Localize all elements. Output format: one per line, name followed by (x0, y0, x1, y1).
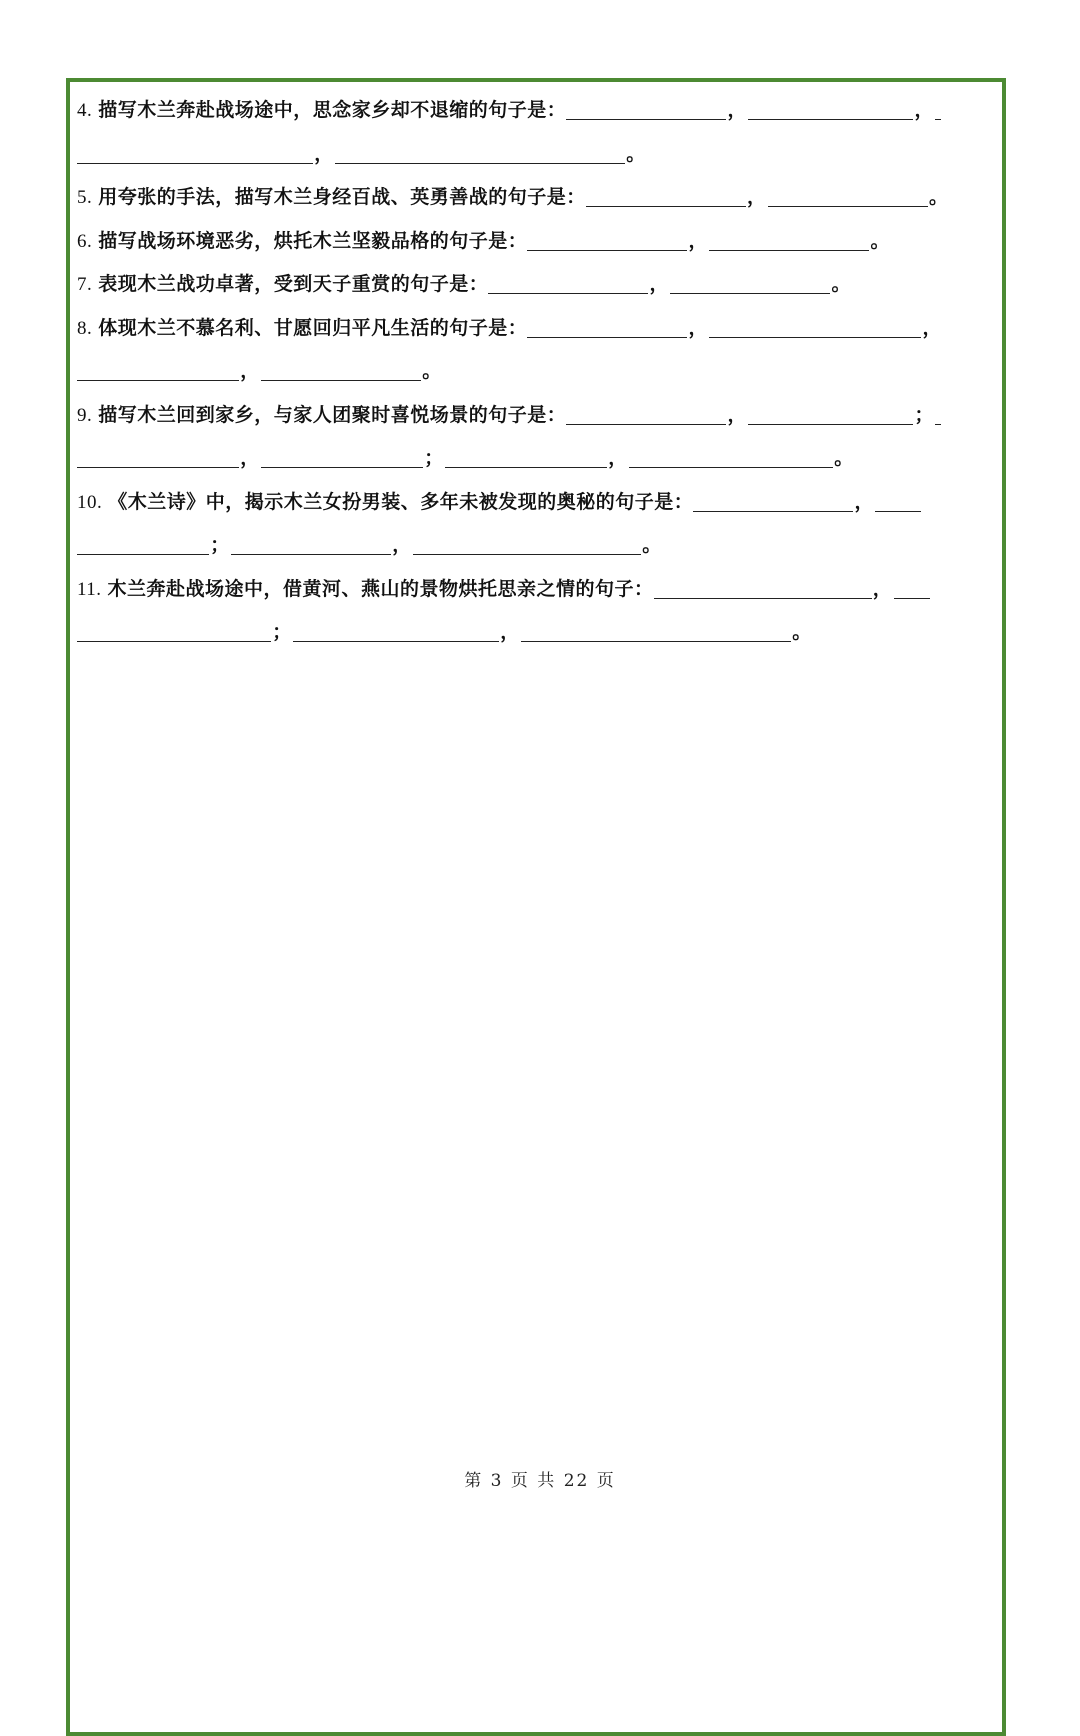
answer-blank[interactable] (654, 572, 872, 599)
answer-blank[interactable] (894, 572, 930, 599)
question-8-line-1 (77, 308, 1007, 352)
comma: ， (727, 403, 748, 426)
answer-blank[interactable] (629, 441, 833, 468)
semicolon: ； (272, 621, 292, 643)
question-text: 木兰奔赴战场途中，借黄河、燕山的景物烘托思亲之情的句子： (107, 577, 654, 600)
comma: ， (500, 621, 520, 643)
question-text: 描写木兰回到家乡，与家人团聚时喜悦场景的句子是： (98, 403, 567, 426)
question-number: 9. (77, 404, 93, 426)
question-4-line-1 (77, 90, 1007, 134)
period: 。 (792, 621, 812, 643)
comma: ， (649, 273, 670, 295)
question-11-line-1 (77, 569, 1007, 613)
answer-blank[interactable] (586, 180, 746, 207)
comma: ， (727, 99, 748, 121)
answer-blank[interactable] (261, 441, 423, 468)
answer-blank[interactable] (748, 398, 913, 425)
answer-blank[interactable] (527, 311, 687, 338)
period: 。 (929, 186, 949, 208)
answer-blank[interactable] (488, 267, 648, 294)
comma: ， (314, 142, 334, 165)
question-number: 11. (77, 578, 102, 600)
question-number: 10. (77, 491, 103, 513)
question-number: 6. (77, 230, 93, 252)
comma: ， (914, 99, 935, 121)
question-6-line-1 (77, 221, 1007, 265)
question-8-line-2 (77, 351, 1007, 395)
period: 。 (834, 447, 854, 469)
answer-blank[interactable] (77, 615, 271, 642)
answer-blank[interactable] (527, 224, 687, 251)
question-11-line-2 (77, 612, 1007, 656)
comma: ， (240, 360, 260, 382)
question-number: 7. (77, 274, 93, 295)
period: 。 (831, 273, 852, 295)
answer-blank[interactable] (77, 354, 239, 381)
period: 。 (422, 360, 442, 382)
comma: ， (392, 534, 412, 556)
comma: ， (854, 490, 875, 513)
question-text: 描写战场环境恶劣，烘托木兰坚毅品格的句子是： (98, 229, 528, 252)
answer-blank[interactable] (709, 224, 869, 251)
question-9-line-1 (77, 395, 1007, 439)
answer-blank[interactable] (261, 354, 421, 381)
semicolon: ； (424, 447, 444, 469)
question-text: 表现木兰战功卓著，受到天子重赏的句子是： (98, 273, 489, 295)
period: 。 (626, 142, 646, 165)
answer-blank[interactable] (670, 267, 830, 294)
answer-blank[interactable] (748, 93, 913, 120)
answer-blank[interactable] (335, 137, 625, 164)
answer-blank[interactable] (566, 398, 726, 425)
answer-blank[interactable] (77, 528, 209, 555)
answer-blank[interactable] (413, 528, 641, 555)
answer-blank[interactable] (935, 398, 941, 425)
period: 。 (870, 229, 891, 252)
answer-blank[interactable] (293, 615, 499, 642)
question-7-line-1 (77, 264, 1007, 308)
question-9-line-2 (77, 438, 1007, 482)
question-4-line-2 (77, 134, 1007, 178)
answer-blank[interactable] (77, 441, 239, 468)
answer-blank[interactable] (521, 615, 791, 642)
comma: ， (747, 186, 767, 208)
answer-blank[interactable] (935, 93, 941, 120)
comma: ， (688, 229, 709, 252)
answer-blank[interactable] (709, 311, 921, 338)
comma: ， (872, 577, 893, 600)
answer-blank[interactable] (445, 441, 607, 468)
question-10-line-1 (77, 482, 1007, 526)
answer-blank[interactable] (77, 137, 313, 164)
period: 。 (642, 534, 662, 556)
question-number: 5. (77, 187, 93, 208)
answer-blank[interactable] (231, 528, 391, 555)
semicolon: ； (210, 534, 230, 556)
question-number: 8. (77, 317, 93, 339)
semicolon: ； (914, 403, 935, 426)
comma: ， (240, 447, 260, 469)
comma: ， (922, 316, 943, 339)
question-5-line-1 (77, 177, 1007, 221)
question-text: 用夸张的手法，描写木兰身经百战、英勇善战的句子是： (98, 186, 586, 208)
answer-blank[interactable] (875, 485, 921, 512)
question-text: 体现木兰不慕名利、甘愿回归平凡生活的句子是： (98, 316, 528, 339)
page-number-footer: 第 3 页 共 22 页 (464, 1471, 616, 1491)
question-text: 《木兰诗》中，揭示木兰女扮男装、多年未被发现的奥秘的句子是： (108, 490, 694, 513)
answer-blank[interactable] (693, 485, 853, 512)
answer-blank[interactable] (566, 93, 726, 120)
question-number: 4. (77, 100, 93, 121)
comma: ， (688, 316, 709, 339)
question-list (77, 90, 1007, 656)
answer-blank[interactable] (768, 180, 928, 207)
comma: ， (608, 447, 628, 469)
question-text: 描写木兰奔赴战场途中，思念家乡却不退缩的句子是： (98, 99, 567, 121)
question-10-line-2 (77, 525, 1007, 569)
